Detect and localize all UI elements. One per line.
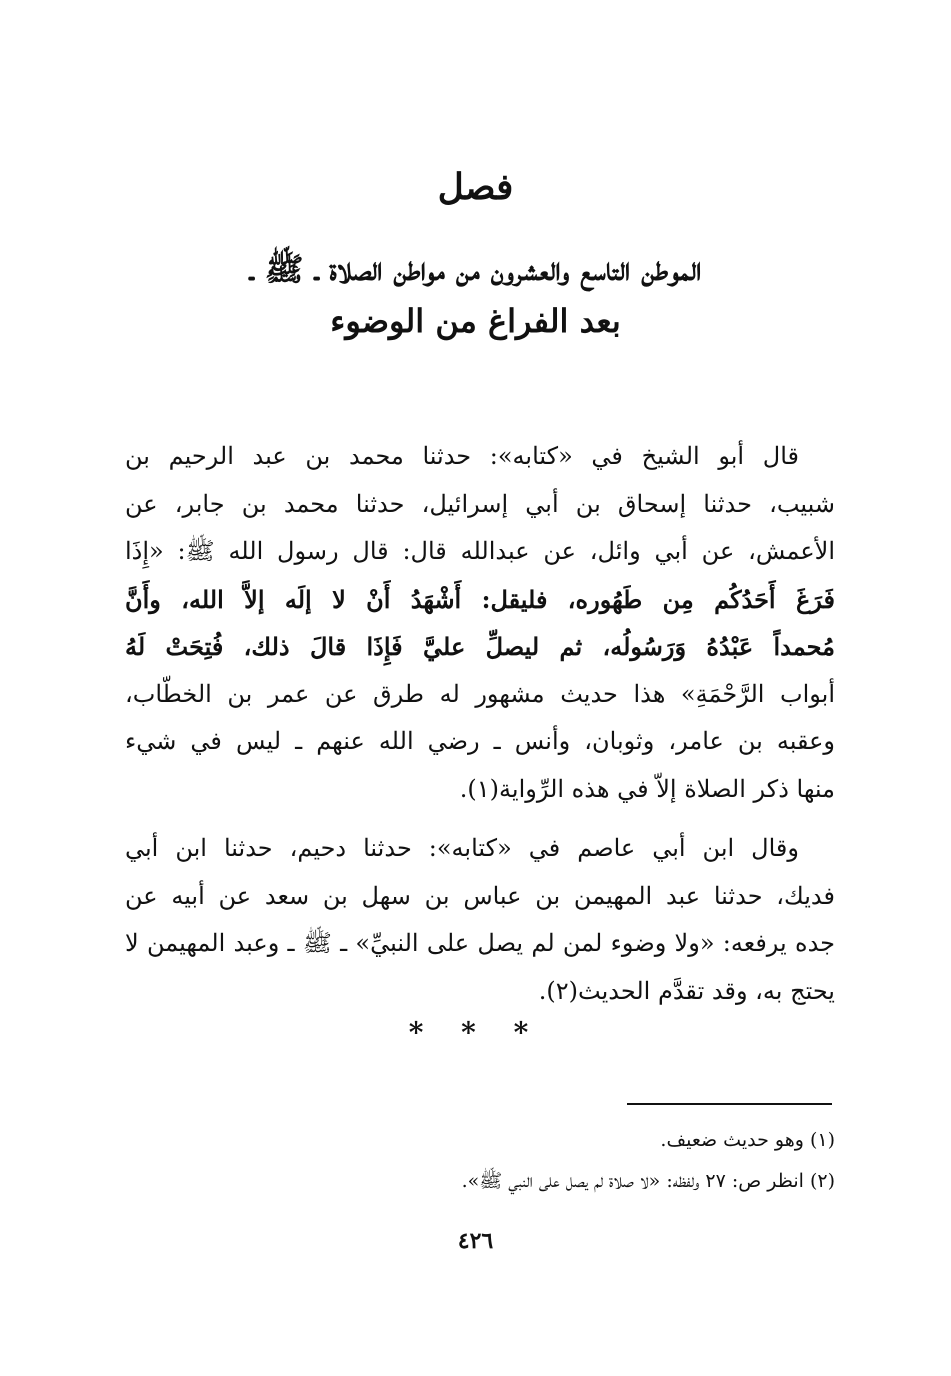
paragraph-line: جده يرفعه: «ولا وضوء لمن لم يصل على النبيِّ» ـ ﷺ ـ وعبد المهيمن لا bbox=[125, 929, 835, 957]
section-separator: * * * bbox=[408, 1016, 543, 1049]
paragraph-line: وقال ابن أبي عاصم في «كتابه»: حدثنا دحيم، حدثنا ابن أبي bbox=[125, 834, 799, 862]
footnotes bbox=[125, 1120, 835, 1202]
paragraph-line: مُحمداً عَبْدُهُ وَرَسُولُه، ثم ليصلِّ عليَّ فَإِذَا قالَ ذلك، فُتِحَتْ لَهُ bbox=[125, 632, 835, 661]
paragraph-line: شبيب، حدثنا إسحاق بن أبي إسرائيل، حدثنا محمد بن جابر، عن bbox=[125, 489, 835, 518]
paragraph-line: منها ذكر الصلاة إلاّ في هذه الرِّواية(١). bbox=[459, 774, 835, 803]
page-number: ٤٢٦ bbox=[457, 1228, 494, 1254]
paragraph-line: قال أبو الشيخ في «كتابه»: حدثنا محمد بن عبد الرحيم بن bbox=[125, 442, 799, 470]
paragraph-line: فَرَغَ أَحَدُكُم مِن طَهُوره، فليقل: أَشْهَدُ أَنْ لا إلَه إلاَّ الله، وأَنَّ bbox=[125, 584, 835, 614]
paragraph-2 bbox=[125, 825, 835, 1015]
paragraph-line: الأعمش، عن أبي وائل، عن عبدالله قال: قال رسول الله ﷺ: «إِذَا bbox=[125, 537, 835, 565]
paragraph-line: يحتج به، وقد تقدَّم الحديث(٢). bbox=[538, 976, 835, 1005]
paragraph-line: أبواب الرَّحْمَةِ» هذا حديث مشهور له طرق عن عمر بن الخطّاب، bbox=[125, 679, 835, 708]
paragraph-line: فديك، حدثنا عبد المهيمن بن عباس بن سهل بن سعد عن أبيه عن bbox=[125, 881, 835, 910]
footnote-2: (٢) انظر ص: ٢٧ ولفظه: «لا صلاة لم يصل على النبي ﷺ». bbox=[461, 1170, 835, 1192]
section-title: فصل bbox=[437, 166, 514, 208]
footnote-divider bbox=[627, 1103, 832, 1105]
heading-line-1: الموطن التاسع والعشرون من مواطن الصلاة ـ ﷺ ـ bbox=[249, 250, 702, 288]
chapter-heading bbox=[120, 243, 831, 347]
heading-line-2: بعد الفراغ من الوضوء bbox=[330, 302, 621, 340]
paragraph-line: وعقبه بن عامر، وثوبان، وأنس ـ رضي الله عنهم ـ ليس في شيء bbox=[125, 727, 835, 755]
paragraph-1 bbox=[125, 433, 835, 813]
footnote-1: (١) وهو حديث ضعيف. bbox=[660, 1129, 835, 1151]
